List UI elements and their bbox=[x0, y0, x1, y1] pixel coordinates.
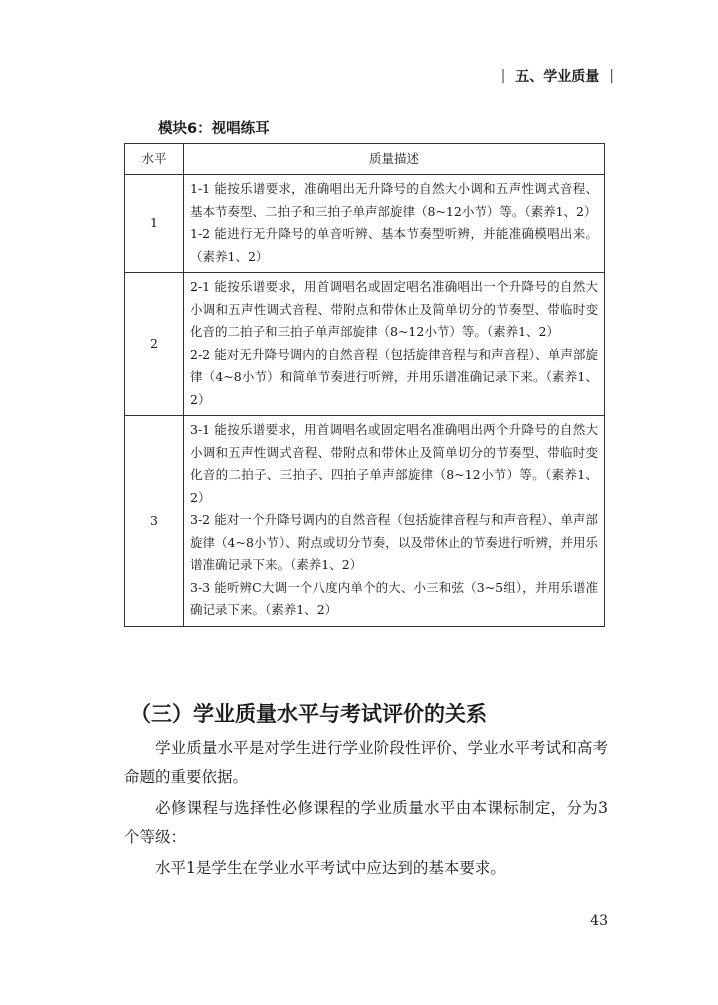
header-title: 五、学业质量 bbox=[515, 69, 600, 85]
body-text bbox=[124, 734, 608, 886]
description-cell bbox=[184, 416, 605, 627]
description-item: 3-1 能按乐谱要求，用首调唱名或固定唱名准确唱出两个升降号的自然大小调和五声性调式音程、带附点和带休止及简单切分的节奏型、带临时变化音的二拍子、三拍子、四拍子单声部旋律（8~12小节）等。（素养1、2） bbox=[190, 422, 598, 505]
column-header-level: 水平 bbox=[125, 144, 184, 175]
paragraph: 水平1是学生在学业水平考试中应达到的基本要求。 bbox=[155, 859, 506, 877]
description-item: 3-3 能听辨C大调一个八度内单个的大、小三和弦（3~5组），并用乐谱准确记录下来。（素养1、2） bbox=[190, 579, 598, 617]
paragraph: 必修课程与选择性必修课程的学业质量水平由本课标制定，分为3个等级： bbox=[124, 799, 608, 846]
column-header-description: 质量描述 bbox=[184, 144, 605, 175]
header-divider-right: | bbox=[609, 68, 614, 84]
level-cell: 2 bbox=[125, 273, 184, 416]
paragraph: 学业质量水平是对学生进行学业阶段性评价、学业水平考试和高考命题的重要依据。 bbox=[124, 739, 608, 786]
description-item: 3-2 能对一个升降号调内的自然音程（包括旋律音程与和声音程）、单声部旋律（4~8小节）、附点或切分节奏，以及带休止的节奏进行听辨，并用乐谱准确记录下来。（素养1、2） bbox=[190, 512, 598, 572]
description-item: 1-2 能进行无升降号的单音听辨、基本节奏型听辨，并能准确模唱出来。（素养1、2） bbox=[190, 226, 598, 264]
header-divider-left: | bbox=[500, 68, 506, 84]
quality-table bbox=[124, 143, 605, 627]
module-title: 模块6：视唱练耳 bbox=[158, 121, 270, 137]
description-cell bbox=[184, 273, 605, 416]
description-item: 2-1 能按乐谱要求，用首调唱名或固定唱名准确唱出一个升降号的自然大小调和五声性调式音程、带附点和带休止及简单切分的节奏型、带临时变化音的二拍子和三拍子单声部旋律（8~12小节）等。（素养1、2） bbox=[190, 279, 598, 339]
level-cell: 3 bbox=[125, 416, 184, 627]
table-row bbox=[125, 175, 605, 273]
running-header bbox=[501, 66, 614, 86]
table-row bbox=[125, 416, 605, 627]
page-number: 43 bbox=[590, 913, 608, 929]
table-row bbox=[125, 273, 605, 416]
description-item: 1-1 能按乐谱要求，准确唱出无升降号的自然大小调和五声性调式音程、基本节奏型、二拍子和三拍子单声部旋律（8~12小节）等。（素养1、2） bbox=[190, 181, 598, 219]
description-cell bbox=[184, 175, 605, 273]
section-title: （三）学业质量水平与考试评价的关系 bbox=[130, 702, 487, 726]
table-header-row bbox=[125, 144, 605, 175]
level-cell: 1 bbox=[125, 175, 184, 273]
description-item: 2-2 能对无升降号调内的自然音程（包括旋律音程与和声音程）、单声部旋律（4~8小节）和简单节奏进行听辨，并用乐谱准确记录下来。（素养1、2） bbox=[190, 346, 598, 407]
